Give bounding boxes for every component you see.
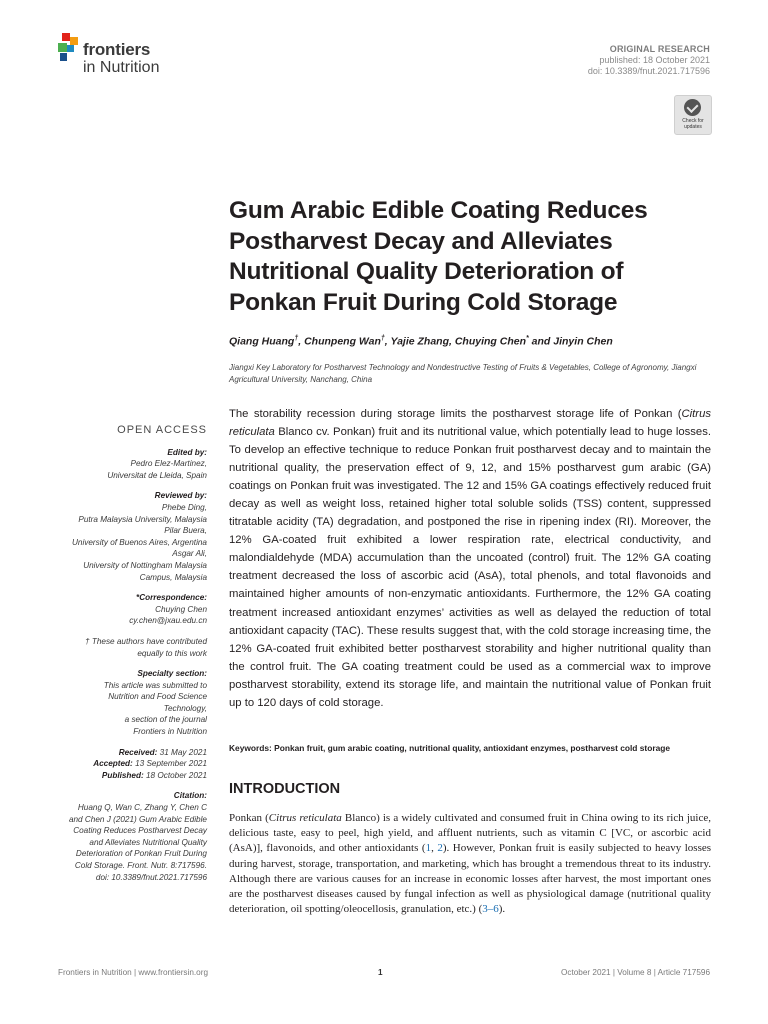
sidebar-line: Huang Q, Wan C, Zhang Y, Chen C <box>77 803 207 813</box>
sidebar-line: Technology, <box>163 703 207 713</box>
author-separator: , <box>384 335 391 348</box>
author[interactable]: Yajie Zhang <box>390 335 449 348</box>
author[interactable]: Chuying Chen <box>454 335 527 348</box>
sidebar-line: and Chen J (2021) Gum Arabic Edible <box>68 814 207 824</box>
sidebar-line: and Alleviates Nutritional Quality <box>89 837 207 847</box>
sidebar-line: University of Nottingham Malaysia <box>83 560 207 570</box>
author-separator: and <box>528 335 554 348</box>
citation-label: Citation: <box>173 791 207 801</box>
sidebar-line: Asgar Ali, <box>172 549 207 559</box>
author-mark: † <box>294 335 299 342</box>
intro-text: , <box>431 842 438 855</box>
accepted-date: 13 September 2021 <box>135 759 207 769</box>
sidebar-line: † These authors have contributed <box>85 636 207 646</box>
received-label: Received: <box>118 747 158 757</box>
correspondence-email[interactable]: cy.chen@jxau.edu.cn <box>129 616 207 626</box>
sidebar-line: Cold Storage. Front. Nutr. 8:717596. <box>74 861 207 870</box>
sidebar-line: University of Buenos Aires, Argentina <box>71 537 207 547</box>
affiliation: Jiangxi Key Laboratory for Postharvest Technology and Nondestructive Testing of Fruits & Vegetables, College of Agronomy, Jiangxi Agricultural University, Nanchang, China <box>229 363 697 384</box>
sidebar-line: Chuying Chen <box>155 604 207 614</box>
published-date-sidebar: 18 October 2021 <box>146 770 207 780</box>
open-access-label: OPEN ACCESS <box>117 424 207 436</box>
abstract-species: Citrus reticulata <box>229 408 711 439</box>
correspondence-block <box>40 592 207 627</box>
sidebar-line: Frontiers in Nutrition <box>133 727 207 737</box>
author-list <box>229 335 709 348</box>
check-for-updates-label: Check for updates <box>682 118 704 130</box>
dates-block <box>40 747 207 782</box>
page-number: 1 <box>378 968 383 977</box>
intro-text: Blanco) is a widely cultivated and consumed fruit in China owing to its rich juice, delicious taste, easy to peel, high yield, and affluent nutrients, such as vitamin C [VC, or ascorbic acid (AsA)], flavonoids, and other antioxidants ( <box>229 812 711 855</box>
sidebar-line: This article was submitted to <box>103 680 207 690</box>
edited-by-label: Edited by: <box>167 447 207 457</box>
logo-text-journal: in Nutrition <box>83 59 160 76</box>
sidebar-line: Coating Reduces Postharvest Decay <box>73 826 207 836</box>
author-separator: , <box>298 335 305 348</box>
sidebar-line: Nutrition and Food Science <box>108 692 207 702</box>
reviewed-by-block <box>40 490 207 583</box>
sidebar-line: a section of the journal <box>124 715 207 725</box>
article-meta-header <box>588 44 710 77</box>
sidebar-line: equally to this work <box>137 648 207 658</box>
author[interactable]: Jinyin Chen <box>553 335 613 348</box>
sidebar-line: Putra Malaysia University, Malaysia <box>78 514 207 524</box>
sidebar-line: Pedro Elez-Martinez, <box>130 459 207 469</box>
sidebar-line: Deterioration of Ponkan Fruit During <box>75 849 207 859</box>
sidebar-line: Pilar Buera, <box>164 526 207 536</box>
author[interactable]: Chunpeng Wan <box>304 335 381 348</box>
author-separator: , <box>449 335 455 348</box>
sidebar-line: Phebe Ding, <box>161 502 207 512</box>
citation-link[interactable]: 2 <box>437 842 443 855</box>
check-icon <box>684 99 701 116</box>
citation-link[interactable]: 1 <box>425 842 432 855</box>
citation-link[interactable]: 3–6 <box>482 903 499 916</box>
reviewed-by-label: Reviewed by: <box>154 491 207 501</box>
received-date: 31 May 2021 <box>159 747 207 757</box>
accepted-label: Accepted: <box>93 759 133 769</box>
keywords: Keywords: Ponkan fruit, gum arabic coating, nutritional quality, antioxidant enzymes, postharvest cold storage <box>229 743 671 753</box>
edited-by-block <box>40 447 207 482</box>
author[interactable]: Qiang Huang <box>229 335 295 348</box>
footer-journal[interactable]: Frontiers in Nutrition | www.frontiersin.org <box>58 968 209 977</box>
sidebar-line: Universitat de Lleida, Spain <box>107 470 207 480</box>
footer-issue: October 2021 | Volume 8 | Article 717596 <box>561 968 710 977</box>
correspondence-label: *Correspondence: <box>136 593 207 603</box>
published-label: Published: <box>101 770 144 780</box>
sidebar-line: Campus, Malaysia <box>139 572 207 582</box>
published-date: published: 18 October 2021 <box>599 55 710 65</box>
article-sidebar <box>40 425 207 892</box>
abstract <box>229 405 711 712</box>
intro-text: Ponkan ( <box>229 812 269 824</box>
check-for-updates-button[interactable] <box>674 95 712 135</box>
citation-doi[interactable]: doi: 10.3389/fnut.2021.717596 <box>95 872 207 882</box>
abstract-text: The storability recession during storage limits the postharvest storage life of Ponkan ( <box>229 408 682 420</box>
introduction-paragraph <box>229 811 711 917</box>
introduction-heading: INTRODUCTION <box>229 781 341 797</box>
article-doi[interactable]: doi: 10.3389/fnut.2021.717596 <box>587 66 710 76</box>
abstract-text: Blanco cv. Ponkan) fruit and its nutritional value, which potentially lead to huge losses. To develop an effective technique to reduce Ponkan fruit postharvest decay and to maintain the nutritional quality, the preservation effect of 9, 12, and 15% postharvest gum arabic (GA) coatings on Ponkan fruit was investigated. The 12 and 15% GA coatings effectively reduced fruit decay as well as weight loss, retained higher total soluble solids (TSS) content, suppressed titratable acidity (TA) degradation, and postponed the rise in ripening index (RI). Moreover, the 12% GA-coated fruit exhibited a lower respiration rate, electrical conductivity, and malondialdehyde (MDA) accumulation than the uncoated (control) fruit. The 12% GA coating treatment decreased the loss of ascorbic acid (AsA), total phenols, and total flavonoids and maintained higher amounts of non-enzymatic antioxidants. Furthermore, the 12% GA coating treatment increased antioxidant enzymes’ activities as well as delayed the reduction of total antioxidant capacity (TAC). These results suggest that, with the cold storage increasing time, the 12% GA-coated fruit exhibited better postharvest storability and higher nutritional quality than the control fruit. The GA coating treatment could be used as a commercial wax to improve postharvest storability, extend its storage life, and maintain the nutritional value of Ponkan fruit up to 120 days of cold storage. <box>229 426 711 709</box>
citation-block <box>40 790 207 883</box>
article-type: ORIGINAL RESEARCH <box>609 44 710 54</box>
frontiers-logo-icon <box>56 33 80 63</box>
author-mark: † <box>380 335 385 342</box>
intro-species: Citrus reticulata <box>268 812 342 824</box>
specialty-block <box>40 668 207 738</box>
author-mark: * <box>526 335 529 342</box>
article-title: Gum Arabic Edible Coating Reduces Postharvest Decay and Alleviates Nutritional Quality Deterioration of Ponkan Fruit During Cold Storage <box>229 197 648 316</box>
intro-text: ). However, Ponkan fruit is easily subjected to heavy losses during harvest, storage, transportation, and marketing, which has brought a tremendous threat to its industry. Although there are various causes for an increase in economic losses after harvest, the most important ones are the postharvest diseases caused by fungal infection as well as physiological damage (nutritional quality deterioration, oil spotting/oleocellosis, granulation, etc.) ( <box>229 842 712 916</box>
logo-text-frontiers: frontiers <box>83 40 151 59</box>
equal-contribution-note <box>40 636 207 659</box>
intro-text: ). <box>498 903 506 916</box>
journal-logo[interactable] <box>56 33 186 77</box>
specialty-label: Specialty section: <box>137 669 207 679</box>
